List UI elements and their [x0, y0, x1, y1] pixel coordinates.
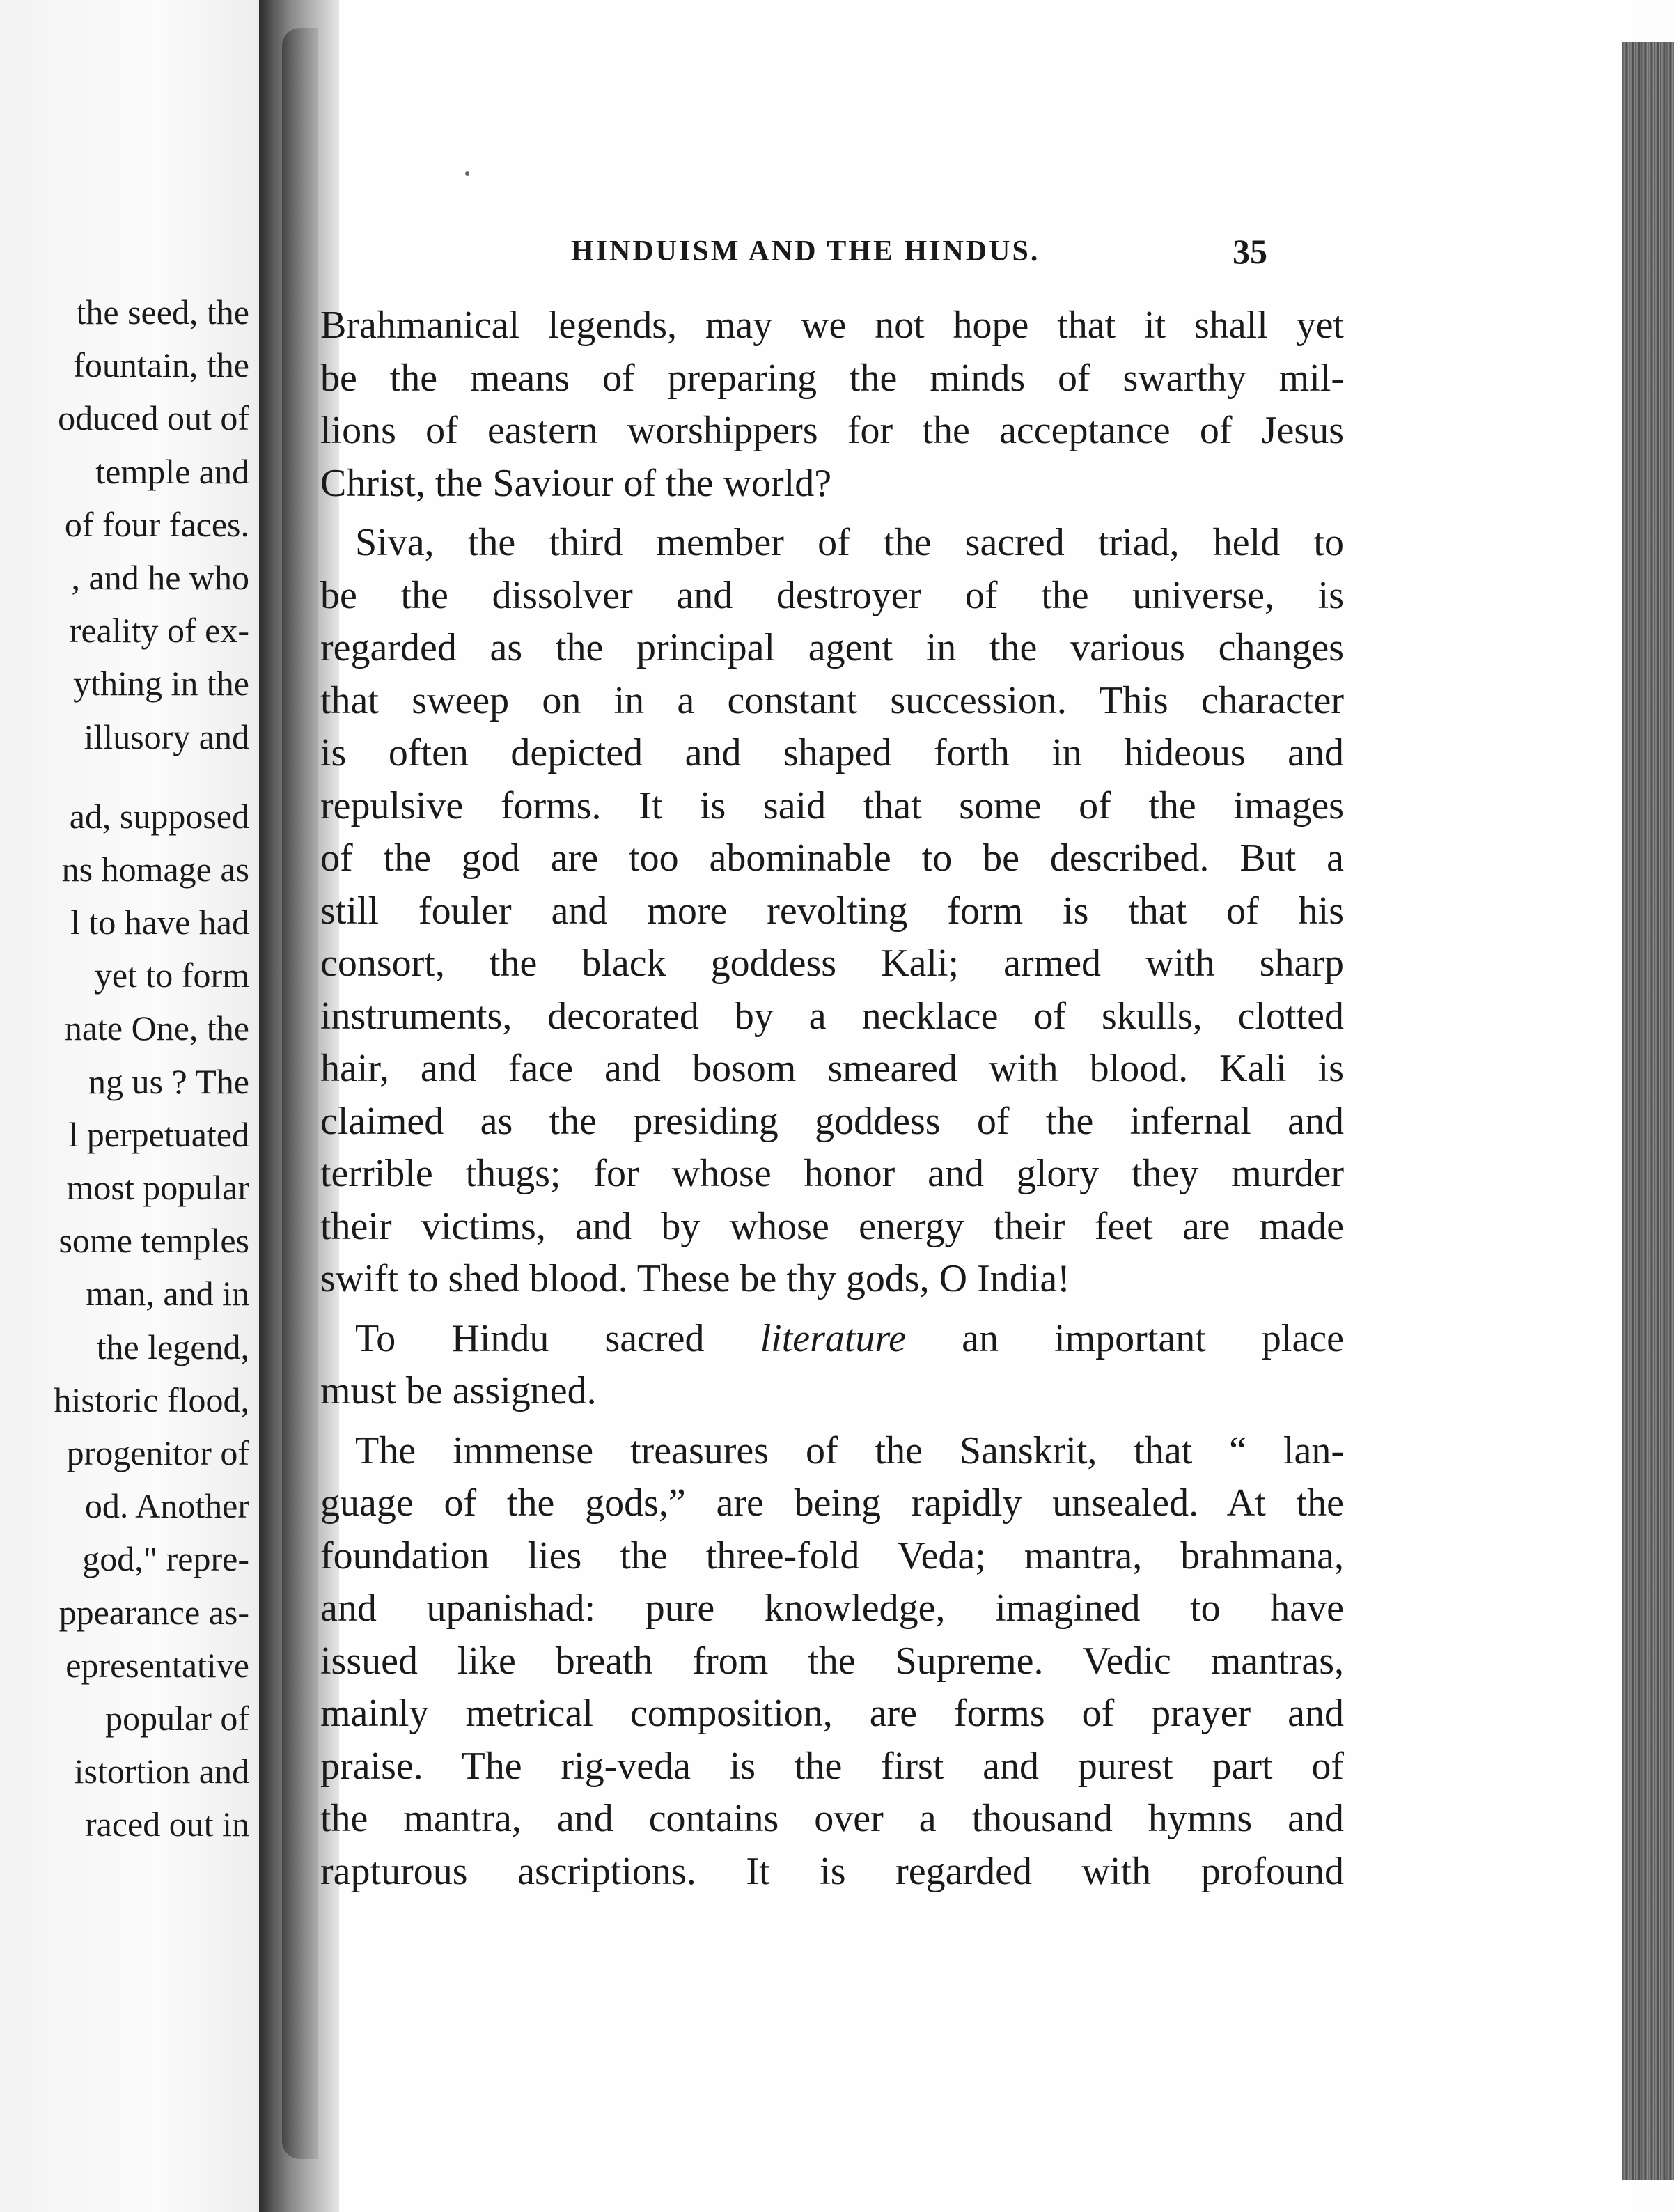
p2-line: is often depicted and shaped forth in hideous and — [320, 731, 1344, 774]
left-page-line: fountain, the — [73, 345, 249, 385]
p4-line: praise. The rig-veda is the first and purest part of — [320, 1744, 1344, 1788]
running-head — [237, 227, 1267, 276]
left-page-line: ng us ? The — [88, 1061, 249, 1101]
left-page-line: od. Another — [84, 1486, 249, 1526]
left-page-line: temple and — [95, 451, 249, 491]
page-stack-edge — [1622, 42, 1674, 2180]
left-page-line: oduced out of — [58, 398, 249, 438]
left-page-line: , and he who — [71, 557, 249, 597]
p2-line: of the god are too abominable to be described. But a — [320, 836, 1344, 880]
p2-line: consort, the black goddess Kali; armed with sharp — [320, 942, 1344, 985]
left-page-line: ns homage as — [61, 849, 249, 889]
p4-line: guage of the gods,” are being rapidly unsealed. At the — [320, 1481, 1344, 1525]
p2-line: repulsive forms. It is said that some of the images — [320, 784, 1344, 827]
left-page-line: god," repre- — [82, 1539, 249, 1579]
p4-line: rapturous ascriptions. It is regarded with profound — [320, 1849, 1344, 1893]
p2-line: regarded as the principal agent in the various changes — [320, 626, 1344, 669]
left-page-line: the seed, the — [76, 293, 249, 332]
paper-speck — [465, 171, 469, 176]
p2-line: swift to shed blood. These be thy gods, O India! — [320, 1257, 1070, 1300]
paragraph-3 — [320, 1313, 1344, 1418]
left-facing-page — [0, 0, 259, 2212]
p2-line: Siva, the third member of the sacred triad, held to — [355, 521, 1344, 564]
paragraph-3-line-1: To Hindu sacred literature an important place — [355, 1316, 1345, 1360]
left-page-line: most popular — [66, 1168, 249, 1207]
p1-line: Christ, the Saviour of the world? — [320, 461, 832, 505]
left-page-line: ything in the — [73, 664, 249, 703]
p1-line: be the means of preparing the minds of swarthy mil- — [320, 356, 1344, 400]
paragraph-1 — [320, 299, 1344, 510]
p2-line: their victims, and by whose energy their feet are made — [320, 1204, 1344, 1248]
p4-line: issued like breath from the Supreme. Vedic mantras, — [320, 1639, 1344, 1683]
running-title: HINDUISM AND THE HINDUS. — [571, 235, 1040, 267]
p2-line: be the dissolver and destroyer of the universe, is — [320, 573, 1344, 617]
p2-line: instruments, decorated by a necklace of skulls, clotted — [320, 994, 1344, 1038]
p4-line: The immense treasures of the Sanskrit, that “ lan- — [355, 1428, 1344, 1472]
paragraph-3-line-2: must be assigned. — [320, 1369, 597, 1412]
p2-line: still fouler and more revolting form is that of his — [320, 889, 1344, 933]
p4-line: foundation lies the three-fold Veda; mantra, brahmana, — [320, 1534, 1344, 1578]
left-page-line: the legend, — [96, 1327, 249, 1366]
italic-literature: literature — [760, 1316, 907, 1360]
paragraph-4 — [320, 1425, 1344, 1899]
left-page-line: ad, supposed — [69, 796, 249, 836]
p1-line: Brahmanical legends, may we not hope that it shall yet — [320, 304, 1344, 347]
p2-line: that sweep on in a constant succession. This character — [320, 678, 1344, 722]
p2-line: terrible thugs; for whose honor and glory they murder — [320, 1152, 1344, 1195]
left-page-line: ppearance as- — [58, 1592, 249, 1632]
left-page-line: some temples — [58, 1221, 249, 1261]
gutter-fold — [282, 28, 318, 2159]
left-page-line: istortion and — [74, 1752, 249, 1791]
p4-line: the mantra, and contains over a thousand hymns and — [320, 1797, 1344, 1840]
paragraph-2 — [320, 517, 1344, 1306]
page-body — [320, 299, 1344, 1898]
left-page-line: of four faces. — [64, 504, 249, 544]
left-page-text — [13, 286, 249, 1851]
left-page-line: illusory and — [84, 717, 249, 756]
page-number: 35 — [1233, 232, 1267, 271]
left-page-line: nate One, the — [64, 1008, 249, 1048]
left-page-line: l to have had — [70, 903, 249, 942]
left-page-line: reality of ex- — [69, 611, 249, 651]
left-page-line: progenitor of — [66, 1433, 249, 1472]
left-page-line: yet to form — [94, 956, 249, 995]
left-page-line: epresentative — [65, 1645, 249, 1685]
p2-line: claimed as the presiding goddess of the infernal and — [320, 1099, 1344, 1143]
left-page-line: l perpetuated — [68, 1114, 249, 1154]
p1-line: lions of eastern worshippers for the acceptance of Jesus — [320, 409, 1344, 452]
left-page-line: man, and in — [86, 1274, 249, 1314]
p2-line: hair, and face and bosom smeared with blood. Kali is — [320, 1047, 1344, 1090]
left-page-line: historic flood, — [54, 1380, 249, 1419]
p4-line: mainly metrical composition, are forms of prayer and — [320, 1692, 1344, 1735]
p4-line: and upanishad: pure knowledge, imagined to have — [320, 1587, 1344, 1630]
left-page-line: popular of — [105, 1698, 249, 1738]
left-page-line: raced out in — [84, 1805, 249, 1844]
